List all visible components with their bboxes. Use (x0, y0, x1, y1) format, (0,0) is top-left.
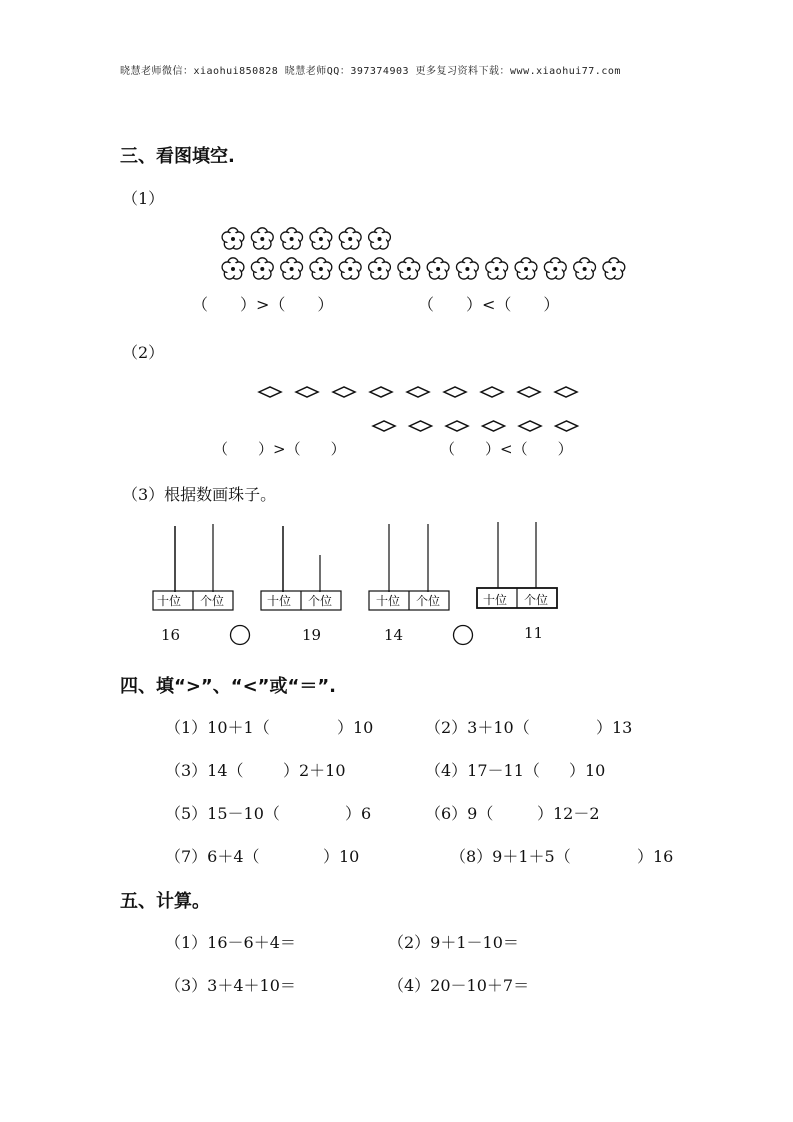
abacus-number-1: 16 (161, 626, 181, 644)
diamond-icon (556, 421, 578, 431)
abacus-1-tens: 十位 (157, 594, 182, 608)
abacus-3-tens: 十位 (376, 594, 401, 608)
q2-blank-gt: （ ）>（ ） (213, 440, 346, 458)
compare-circle-2 (452, 624, 474, 646)
diamond-icon (518, 387, 540, 397)
q2-label: （2） (122, 343, 165, 362)
diamond-icon (481, 387, 503, 397)
diamond-icon (519, 421, 541, 431)
section-3-title: 三、看图填空. (120, 146, 235, 167)
calc-item-1: （1）16－6＋4＝ (165, 933, 296, 952)
compare-item-6-left: （6）9（ (425, 804, 494, 823)
diamond-icon (296, 387, 318, 397)
q2-blank-lt: （ ）<（ ） (440, 440, 573, 458)
calc-item-3: （3）3＋4＋10＝ (165, 976, 296, 995)
compare-item-4-right: ）10 (569, 761, 606, 780)
compare-item-3-right: ）2＋10 (283, 761, 346, 780)
abacus-number-2: 19 (302, 626, 322, 644)
q1-blank-gt: （ ）>（ ） (192, 295, 334, 314)
abacus-1-ones: 个位 (200, 594, 225, 608)
abacus-4-tens: 十位 (483, 593, 508, 607)
diamond-rows (0, 0, 793, 440)
compare-circle-1 (229, 624, 251, 646)
abacus-2-ones: 个位 (308, 594, 333, 608)
diamond-icon (370, 387, 392, 397)
compare-item-2-left: （2）3＋10（ (425, 718, 530, 737)
q3-label: （3）根据数画珠子。 (122, 485, 277, 504)
compare-item-7-right: ）10 (323, 847, 360, 866)
compare-item-7-left: （7）6＋4（ (165, 847, 260, 866)
q1-blank-lt: （ ）<（ ） (418, 295, 560, 314)
compare-item-8-right: ）16 (637, 847, 674, 866)
compare-item-1-right: ）10 (337, 718, 374, 737)
diamond-icon (259, 387, 281, 397)
calc-item-2: （2）9＋1－10＝ (388, 933, 519, 952)
compare-item-8-left: （8）9＋1＋5（ (450, 847, 571, 866)
compare-item-4-left: （4）17－11（ (425, 761, 540, 780)
compare-item-6-right: ）12－2 (537, 804, 600, 823)
diamond-icon (483, 421, 505, 431)
compare-item-2-right: ）13 (596, 718, 633, 737)
abacus-3-ones: 个位 (416, 594, 441, 608)
abacus-2-tens: 十位 (267, 594, 292, 608)
section-5-title: 五、计算。 (120, 891, 210, 912)
calc-item-4: （4）20－10＋7＝ (388, 976, 530, 995)
diamond-icon (444, 387, 466, 397)
diamond-icon (333, 387, 355, 397)
compare-item-5-right: ）6 (345, 804, 372, 823)
compare-item-5-left: （5）15－10（ (165, 804, 280, 823)
abacus-number-3: 14 (384, 626, 404, 644)
q1-label: （1） (122, 189, 165, 208)
abacus-number-4: 11 (524, 624, 544, 642)
compare-item-1-left: （1）10＋1（ (165, 718, 270, 737)
diamond-icon (410, 421, 432, 431)
abacus-4-ones: 个位 (524, 593, 549, 607)
compare-item-3-left: （3）14（ (165, 761, 244, 780)
page-header: 晓慧老师微信：xiaohui850828 晓慧老师QQ：397374903 更多复习资料下载：www.xiaohui77.com (120, 66, 621, 77)
section-4-title: 四、填“>”、“<”或“＝”. (120, 676, 336, 697)
diamond-icon (555, 387, 577, 397)
diamond-icon (446, 421, 468, 431)
diamond-icon (373, 421, 395, 431)
diamond-icon (407, 387, 429, 397)
